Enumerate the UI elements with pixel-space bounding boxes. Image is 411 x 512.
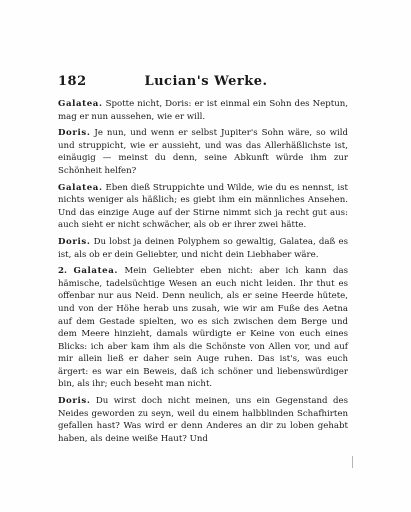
paragraph-text: Je nun, und wenn er selbst Jupiter's Sohn wäre, so wild und struppicht, wie er aussieht, und was das Allerhäßlichste ist, einäugig — meinst du denn, seine Abkunft würde ihm zur Schönheit helfen? bbox=[58, 128, 348, 176]
margin-mark bbox=[352, 456, 353, 468]
speaker-name: Galatea. bbox=[58, 182, 103, 193]
speaker-name: Doris. bbox=[58, 236, 91, 247]
running-title: Lucian's Werke. bbox=[144, 74, 268, 89]
speaker-name: Galatea. bbox=[73, 266, 118, 277]
body-text bbox=[58, 98, 348, 449]
speaker-name: Doris. bbox=[58, 396, 91, 407]
section-number: 2. bbox=[58, 266, 67, 277]
paragraph-text: Spotte nicht, Doris: er ist einmal ein Sohn des Neptun, mag er nun aussehen, wie er will. bbox=[58, 99, 348, 122]
paragraph-text: Mein Geliebter eben nicht: aber ich kann das hämische, tadelsüchtige Wesen an euch nicht leiden. Ihr thut es offenbar nur aus Neid. Denn neulich, als er seine Heerde hütete, und von der Höhe herab uns zusah, wie wir am Fuße des Aetna auf dem Gestade spielten, wo es sich zwischen dem Berge und dem Meere hinzieht, damals würdigte er Keine von euch eines Blicks: ich aber kam ihm als die Schönste von Allen vor, und auf mir allein ließ er daher sein Auge ruhen. Das ist's, was euch ärgert: es war ein Beweis, daß ich schöner und liebenswürdiger bin, als ihr; euch beseht man nicht. bbox=[58, 266, 348, 390]
paragraph bbox=[58, 395, 348, 445]
paragraph bbox=[58, 236, 348, 261]
paragraph-text: Du lobst ja deinen Polyphem so gewaltig, Galatea, daß es ist, als ob er dein Geliebter, und nicht dein Liebhaber wäre. bbox=[58, 236, 348, 260]
paragraph-text: Eben dieß Struppichte und Wilde, wie du es nennst, ist nichts weniger als häßlich; es giebt ihm ein männliches Ansehen. Und das einzige Auge auf der Stirne nimmt sich ja recht gut aus: auch sieht er nicht schwächer, als ob er ihrer zwei hätte. bbox=[58, 182, 348, 231]
page-header bbox=[58, 74, 354, 90]
paragraph bbox=[58, 127, 348, 177]
paragraph bbox=[58, 182, 348, 232]
paragraph bbox=[58, 98, 348, 123]
speaker-name: Doris. bbox=[58, 128, 91, 139]
paragraph-text: Du wirst doch nicht meinen, uns ein Gegenstand des Neides geworden zu seyn, weil du einem halbblinden Schafhirten gefallen hast? Was wird er denn Anderes an dir zu loben gehabt haben, als deine weiße Haut? Und bbox=[58, 396, 348, 444]
page-number: 182 bbox=[58, 74, 87, 89]
paragraph bbox=[58, 265, 348, 391]
speaker-name: Galatea. bbox=[58, 99, 103, 109]
